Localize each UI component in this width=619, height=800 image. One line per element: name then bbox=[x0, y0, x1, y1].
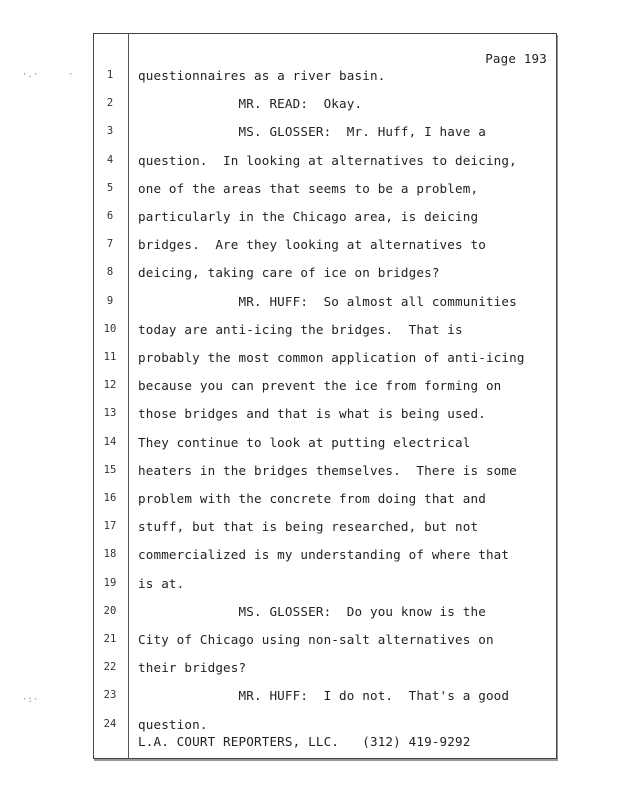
scan-speck: ·.· bbox=[22, 70, 39, 80]
line-number: 9 bbox=[106, 294, 114, 307]
line-text: MR. HUFF: So almost all communities bbox=[138, 293, 517, 309]
line-number: 18 bbox=[103, 548, 117, 561]
line-text: MS. GLOSSER: Mr. Huff, I have a bbox=[138, 124, 486, 140]
line-number: 22 bbox=[103, 661, 117, 674]
line-text: problem with the concrete from doing that and bbox=[138, 491, 486, 506]
line-text: commercialized is my understanding of where that bbox=[138, 547, 510, 563]
line-number: 17 bbox=[103, 520, 117, 533]
line-text: question. In looking at alternatives to deicing, bbox=[138, 152, 517, 168]
line-number: 3 bbox=[106, 125, 114, 138]
line-text: stuff, but that is being researched, but not bbox=[138, 519, 479, 535]
line-number: 11 bbox=[103, 351, 117, 363]
line-number: 24 bbox=[103, 717, 117, 730]
line-text: probably the most common application of anti-icing bbox=[138, 350, 525, 365]
line-number-margin-rule bbox=[128, 33, 129, 759]
line-text: one of the areas that seems to be a problem, bbox=[138, 180, 479, 196]
line-text: particularly in the Chicago area, is deicing bbox=[138, 209, 479, 224]
line-text: City of Chicago using non-salt alternatives on bbox=[138, 632, 494, 647]
line-number: 23 bbox=[103, 689, 117, 702]
court-reporter-footer: L.A. COURT REPORTERS, LLC. (312) 419-9292 bbox=[138, 734, 471, 749]
line-number: 8 bbox=[106, 266, 114, 279]
line-text: bridges. Are they looking at alternatives to bbox=[138, 237, 486, 253]
line-text: They continue to look at putting electrical bbox=[138, 434, 471, 450]
line-number: 5 bbox=[106, 181, 114, 194]
line-text: MS. GLOSSER: Do you know is the bbox=[138, 603, 486, 619]
line-text: their bridges? bbox=[138, 660, 247, 676]
line-number: 10 bbox=[103, 322, 117, 335]
line-text: questionnaires as a river basin. bbox=[138, 68, 386, 83]
line-number: 19 bbox=[103, 576, 117, 589]
line-number: 16 bbox=[103, 492, 117, 504]
transcript-page-frame bbox=[93, 33, 557, 759]
line-text: because you can prevent the ice from forming on bbox=[138, 378, 502, 394]
line-text: those bridges and that is what is being used. bbox=[138, 406, 486, 422]
line-number: 13 bbox=[103, 407, 117, 420]
line-number: 12 bbox=[103, 379, 117, 392]
line-text: MR. READ: Okay. bbox=[138, 96, 363, 112]
scan-speck: ·:· bbox=[22, 695, 39, 705]
line-number: 14 bbox=[103, 435, 117, 448]
line-text: heaters in the bridges themselves. There is some bbox=[138, 462, 517, 478]
scan-speck: · bbox=[68, 70, 74, 80]
line-number: 20 bbox=[103, 604, 117, 617]
line-number: 15 bbox=[103, 463, 117, 476]
line-number: 2 bbox=[106, 97, 114, 110]
line-text: today are anti-icing the bridges. That is bbox=[138, 321, 463, 337]
line-number: 1 bbox=[106, 69, 114, 81]
line-number: 7 bbox=[106, 238, 114, 251]
line-text: MR. HUFF: I do not. That's a good bbox=[138, 688, 510, 704]
line-text: is at. bbox=[138, 575, 185, 591]
line-number: 21 bbox=[103, 633, 117, 645]
line-text: deicing, taking care of ice on bridges? bbox=[138, 265, 440, 281]
line-number: 4 bbox=[106, 153, 114, 166]
line-text: question. bbox=[138, 716, 208, 732]
page-number: Page 193 bbox=[485, 51, 547, 66]
line-number: 6 bbox=[106, 210, 114, 222]
